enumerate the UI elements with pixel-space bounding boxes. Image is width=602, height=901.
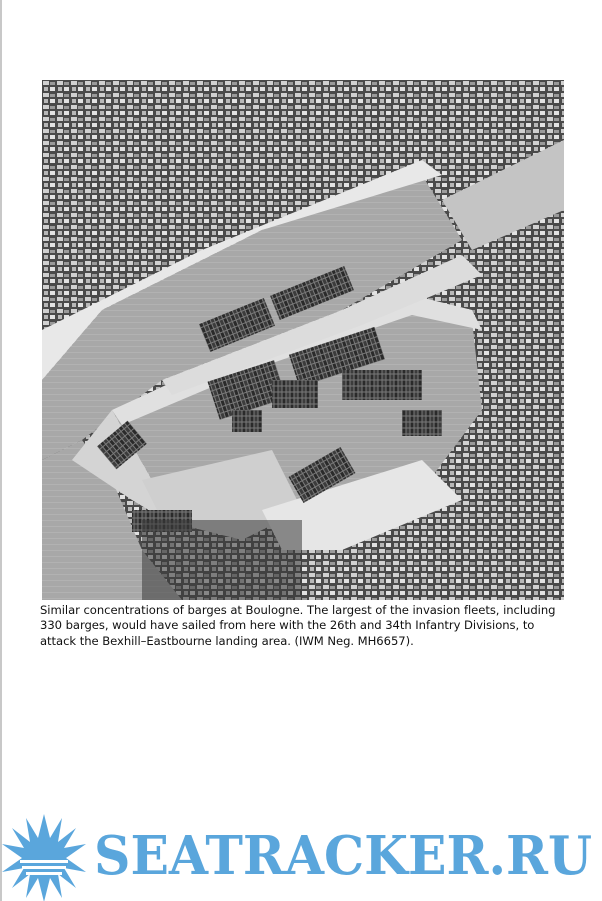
harbour-aerial-photo — [42, 80, 564, 600]
sun-burst-icon — [2, 814, 86, 901]
photo-caption: Similar concentrations of barges at Boulogne. The largest of the invasion fleets, including 330 barges, would have sailed from here with the 26th and 34th Infantry Divisions, to attack the Bexhill–Eastbourne landing area. (IWM Neg. MH6657). — [40, 603, 556, 648]
watermark-text: SEATRACKER.RU — [94, 825, 592, 887]
page-edge-rule — [0, 0, 2, 901]
site-watermark[interactable] — [0, 812, 602, 901]
